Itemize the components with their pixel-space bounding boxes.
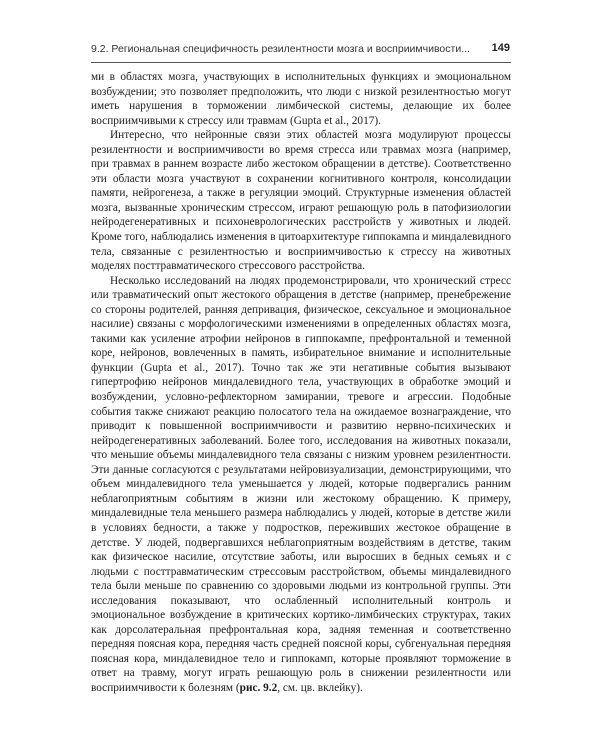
header-rule <box>91 62 511 63</box>
paragraph-text: Несколько исследований на людях продемонстрировали, что хронический стресс или травматический опыт жестокого обращения в детстве (например, пренебрежение со стороны родителей, ранняя депривация, физическое, сексуальное и эмоциональное насилие) связаны с морфологическими изменениями в определенных областях мозга, такими как усиление атрофии нейронов в гиппокампе, префронтальной и теменной коре, нейронов, вовлеченных в память, избирательное внимание и исполнительные функции (Gupta et al., 2017). Точно так же эти негативные события вызывают гипертрофию нейронов миндалевидного тела, участвующих в обработке эмоций и возбуждении, условно-рефлекторном замирании, тревоге и агрессии. Подобные события также снижают реакцию полосатого тела на ожидаемое вознаграждение, что приводит к повышенной восприимчивости и развитию нервно-психических и нейродегенеративных заболеваний. Более того, исследования на животных показали, что меньшие объемы миндалевидного тела связаны с низким уровнем резилентности. Эти данные согласуются с результатами нейровизуализации, демонстрирующими, что объем миндалевидного тела уменьшается у людей, которые подвергались ранним неблагоприятным событиям в жизни или жестокому обращению. К примеру, миндалевидные тела меньшего размера наблюдались у людей, которые в детстве жили в условиях бедности, а также у подростков, переживших жестокое обращение в детстве. У людей, подвергавшихся неблагоприятным воздействиям в детстве, таким как физическое насилие, отсутствие заботы, или выросших в бедных семьях и с людьми с посттравматическим стрессовым расстройством, объемы миндалевидного тела были меньше по сравнению со здоровыми людьми из контрольной группы. Эти исследования показывают, что ослабленный исполнительный контроль и эмоциональное возбуждение в критических кортико-лимбических структурах, таких как дорсолатеральная префронтальная кора, задняя теменная и соответственно передняя поясная кора, передняя часть средней поясной коры, субгенуальная передняя поясная кора, миндалевидное тело и гиппокамп, которые проявляют торможение в ответ на травму, могут играть решающую роль в снижении резилентности или восприимчивости к болезням ( <box>91 274 511 694</box>
main-text <box>91 70 511 696</box>
paragraph-text-end: , см. цв. вклейку). <box>277 681 363 694</box>
figure-reference: рис. 9.2 <box>239 681 278 694</box>
paragraph-human-studies <box>91 274 511 696</box>
page-number: 149 <box>491 42 510 54</box>
paragraph-neural-connections: Интересно, что нейронные связи этих областей мозга модулируют процессы резилентности и восприимчивости во время стресса или травмах мозга (например, при травмах в раннем возрасте либо жестоком обращении в детстве). Соответственно эти области мозга участвуют в сохранении когнитивного контроля, консолидации памяти, нейрогенеза, а также в регуляции эмоций. Структурные изменения областей мозга, вызванные хроническим стрессом, играют решающую роль в патофизиологии нейродегенеративных и психоневрологических расстройств у животных и людей. Кроме того, наблюдались изменения в цитоархитектуре гиппокампа и миндалевидного тела, связанные с резилентностью и восприимчивостью к стрессу на животных моделях посттравматического стрессового расстройства. <box>91 129 511 273</box>
paragraph-continuation: ми в областях мозга, участвующих в исполнительных функциях и эмоциональном возбуждении; это позволяет предположить, что люди с низкой резилентностью могут иметь нарушения в торможении лимбической системы, делающие их более восприимчивыми к стрессу или травмам (Gupta et al., 2017). <box>91 71 511 127</box>
running-title: 9.2. Региональная специфичность резилентности мозга и восприимчивости... <box>91 43 470 55</box>
